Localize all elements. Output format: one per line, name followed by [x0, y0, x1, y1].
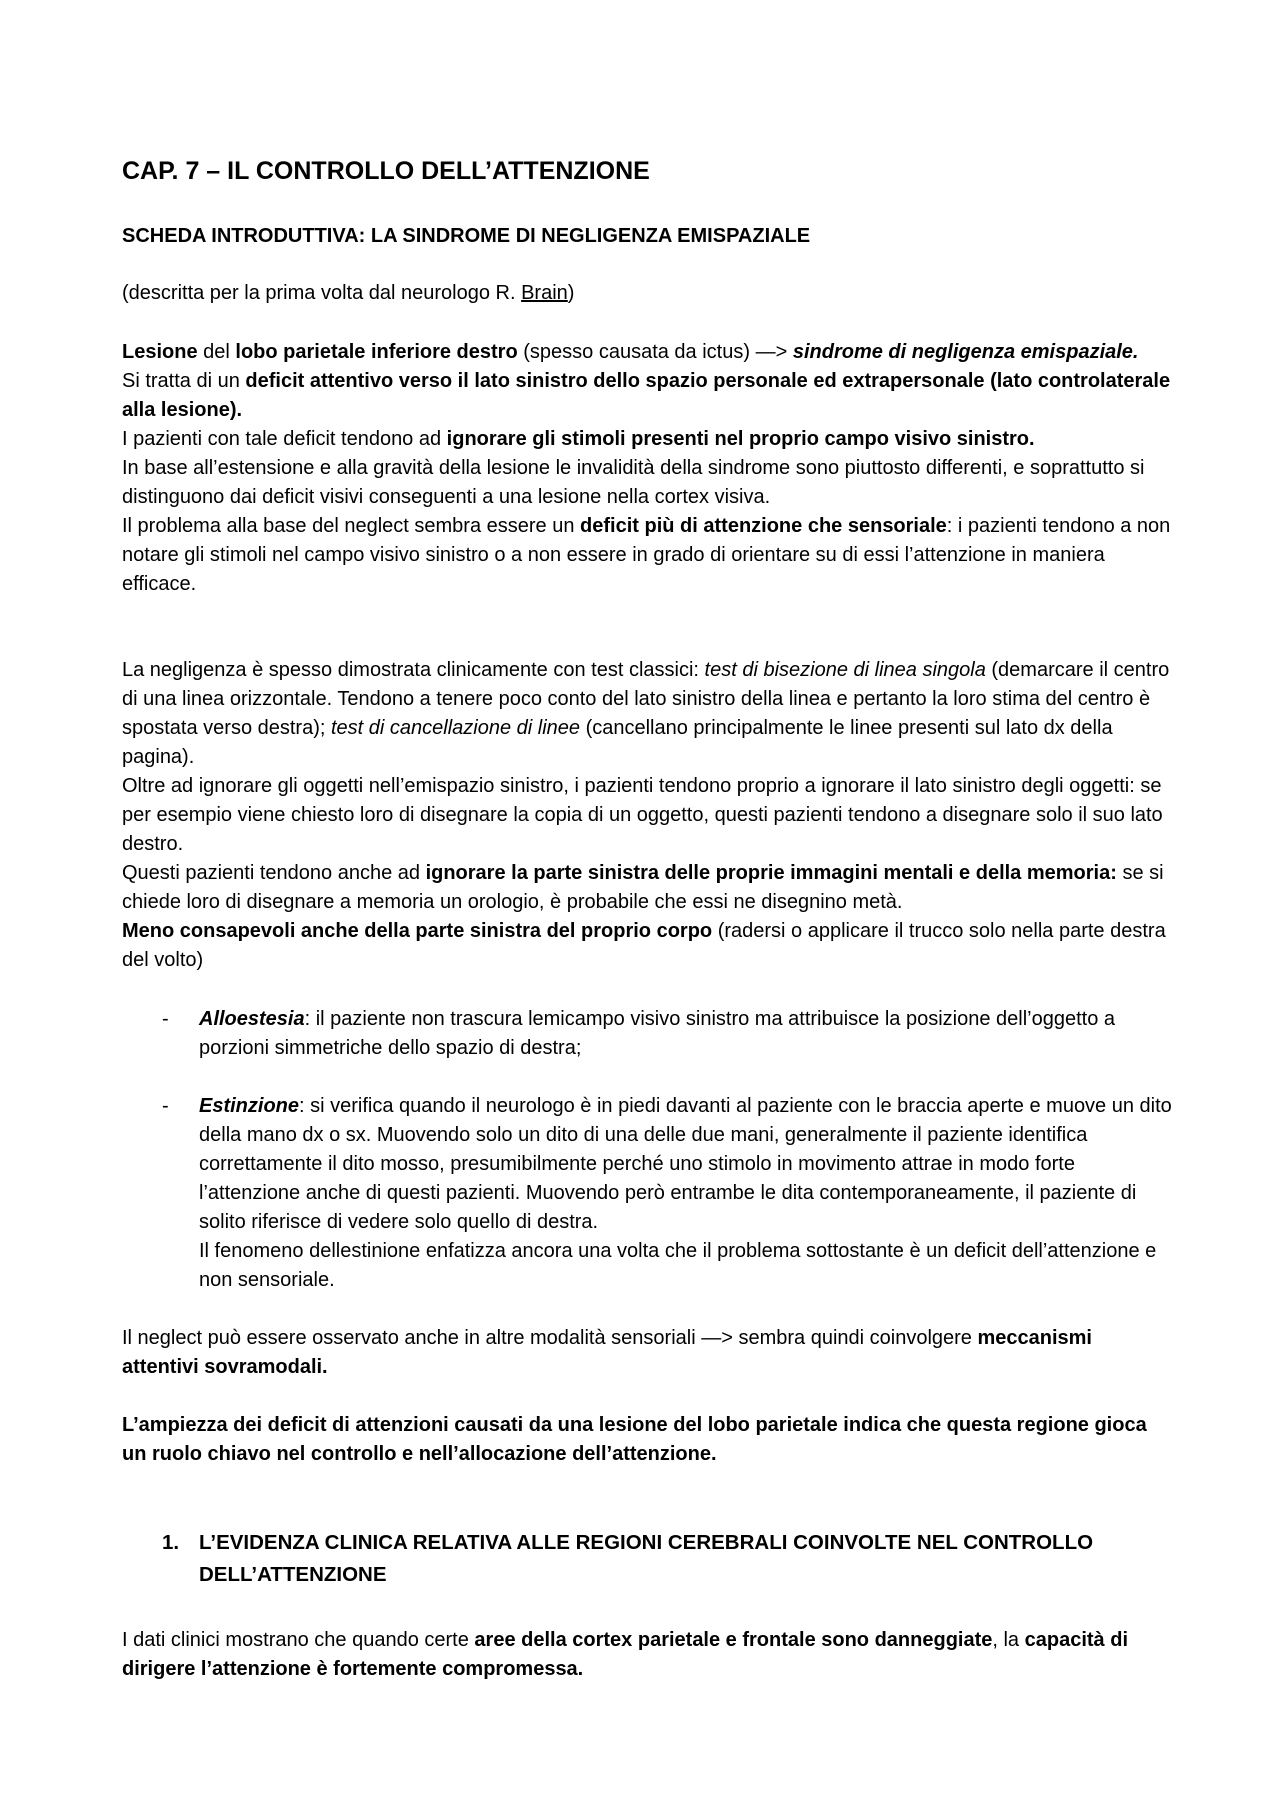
described-by-line: (descritta per la prima volta dal neurologo R. Brain): [122, 282, 575, 304]
section-number: 1.: [162, 1531, 180, 1554]
paragraph-parietal-role: L’ampiezza dei deficit di attenzioni causati da una lesione del lobo parietale indica che questa regione gioca un ruolo chiavo nel controllo e nell’allocazione dell’attenzione.: [122, 1414, 1147, 1465]
intro-heading: SCHEDA INTRODUTTIVA: LA SINDROME DI NEGLIGENZA EMISPAZIALE: [122, 225, 811, 247]
bullet-marker: -: [162, 1095, 169, 1117]
paragraph-tests: La negligenza è spesso dimostrata clinicamente con test classici: test di bisezione di linea singola (demarcare il centro di una linea orizzontale. Tendono a tenere poco conto del lato sinistro della linea e pertanto la loro stima del centro è spostata verso destra); test di cancellazione di linee (cancellano principalmente le linee presenti sul lato dx della pagina). Oltre ad ignorare gli oggetti nell’emispazio sinistro, i pazienti tendono proprio a ignorare il lato sinistro degli oggetti: se per esempio viene chiesto loro di disegnare la copia di un oggetto, questi pazienti tendono a disegnare solo il suo lato destro. Questi pazienti tendono anche ad ignorare la parte sinistra delle proprie immagini mentali e della memoria: se si chiede loro di disegnare a memoria un orologio, è probabile che essi ne disegnino metà. Meno consapevoli anche della parte sinistra del proprio corpo (radersi o applicare il trucco solo nella parte destra del volto): [122, 659, 1170, 971]
paragraph-lesion: Lesione del lobo parietale inferiore destro (spesso causata da ictus) —> sindrome di negligenza emispaziale. Si tratta di un deficit attentivo verso il lato sinistro dello spazio personale ed extrapersonale (lato controlaterale alla lesione). I pazienti con tale deficit tendono ad ignorare gli stimoli presenti nel proprio campo visivo sinistro. In base all’estensione e alla gravità della lesione le invalidità della sindrome sono piuttosto differenti, e soprattutto si distinguono dai deficit visivi conseguenti a una lesione nella cortex visiva. Il problema alla base del neglect sembra essere un deficit più di attenzione che sensoriale: i pazienti tendono a non notare gli stimoli nel campo visivo sinistro o a non essere in grado di orientare su di essi l’attenzione in maniera efficace.: [122, 341, 1171, 595]
paragraph-clinical-data: I dati clinici mostrano che quando certe aree della cortex parietale e frontale sono danneggiate, la capacità di dirigere l’attenzione è fortemente compromessa.: [122, 1629, 1129, 1680]
bullet-alloestesia: Alloestesia: il paziente non trascura lemicampo visivo sinistro ma attribuisce la posizione dell’oggetto a porzioni simmetriche dello spazio di destra;: [199, 1008, 1116, 1059]
bullet-marker: -: [162, 1008, 169, 1030]
paragraph-neglect-modalities: Il neglect può essere osservato anche in altre modalità sensoriali —> sembra quindi coinvolgere meccanismi attentivi sovramodali.: [122, 1327, 1092, 1378]
author-name: Brain: [521, 282, 568, 304]
bullet-estinzione: Estinzione: si verifica quando il neurologo è in piedi davanti al paziente con le braccia aperte e muove un dito della mano dx o sx. Muovendo solo un dito di una delle due mani, generalmente il paziente identifica correttamente il dito mosso, presumibilmente perché uno stimolo in movimento attrae in modo forte l’attenzione anche di questi pazienti. Muovendo però entrambe le dita contemporaneamente, il paziente di solito riferisce di vedere solo quello di destra. Il fenomeno dellestinione enfatizza ancora una volta che il problema sottostante è un deficit dell’attenzione e non sensoriale.: [199, 1095, 1172, 1291]
section-title: L’EVIDENZA CLINICA RELATIVA ALLE REGIONI CEREBRALI COINVOLTE NEL CONTROLLO DELL’ATTENZIONE: [199, 1531, 1094, 1586]
chapter-title: CAP. 7 – IL CONTROLLO DELL’ATTENZIONE: [122, 157, 650, 185]
